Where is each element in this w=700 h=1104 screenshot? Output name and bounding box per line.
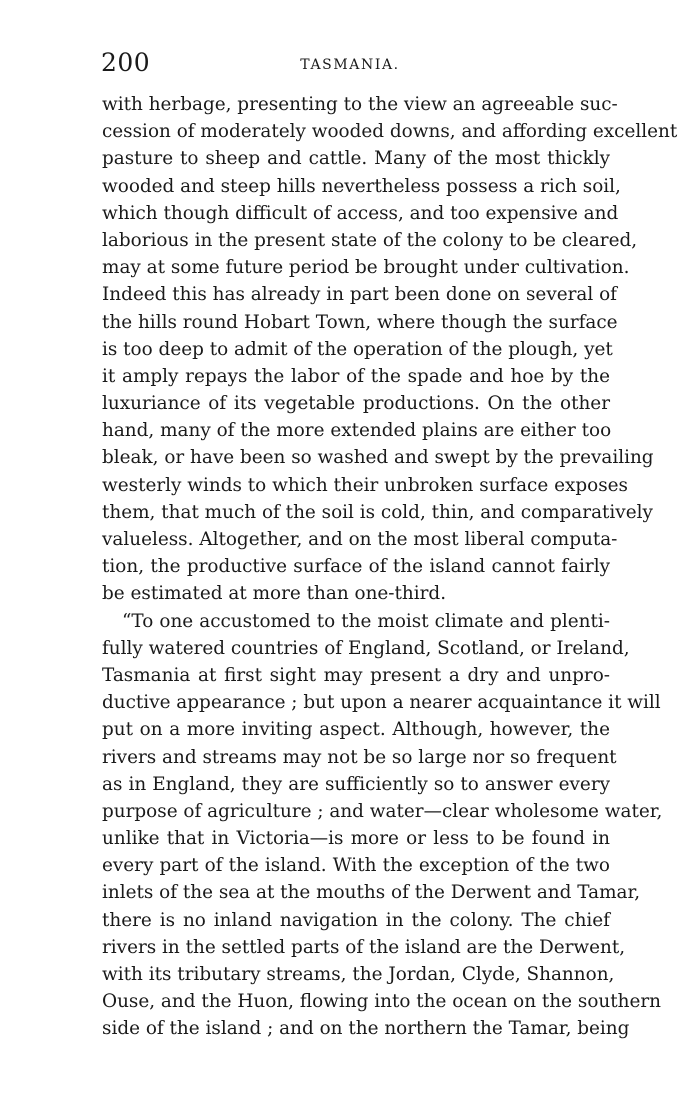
text-line: wooded and steep hills nevertheless possess a rich soil, [102,175,621,197]
text-line: there is no inland navigation in the colony. The chief [102,909,610,931]
text-line: pasture to sheep and cattle. Many of the most thickly [102,148,610,170]
running-head: TASMANIA. [300,57,400,73]
text-line: ductive appearance ; but upon a nearer acquaintance it will [102,692,661,714]
text-line: cession of moderately wooded downs, and affording excellent [102,121,678,143]
text-line: fully watered countries of England, Scotland, or Ireland, [102,637,630,659]
text-line: laborious in the present state of the colony to be cleared, [102,229,638,251]
text-line: put on a more inviting aspect. Although, however, the [102,719,610,741]
text-line: hand, many of the more extended plains are either too [102,420,612,442]
text-line: them, that much of the soil is cold, thin, and comparatively [102,501,653,523]
text-line: it amply repays the labor of the spade and hoe by the [102,365,610,387]
text-line: be estimated at more than one-third. [102,583,447,605]
text-line: Ouse, and the Huon, flowing into the ocean on the southern [102,991,661,1013]
text-line: inlets of the sea at the mouths of the Derwent and Tamar, [102,882,641,904]
text-line: is too deep to admit of the operation of the plough, yet [102,338,613,360]
text-line: rivers and streams may not be so large nor so frequent [102,746,617,768]
text-line: unlike that in Victoria—is more or less to be found in [102,828,610,850]
text-line: every part of the island. With the exception of the two [102,855,610,877]
text-line: rivers in the settled parts of the island are the Derwent, [102,936,626,958]
text-line: Tasmania at first sight may present a dry and unpro- [102,664,610,686]
text-line: the hills round Hobart Town, where though the surface [102,311,618,333]
text-line: which though difficult of access, and too expensive and [102,202,619,224]
text-line: valueless. Altogether, and on the most liberal computa- [102,529,618,550]
text-line: with its tributary streams, the Jordan, Clyde, Shannon, [102,964,615,985]
page-number: 200 [101,48,151,77]
text-line: “To one accustomed to the moist climate and plenti- [122,610,610,632]
text-line: luxuriance of its vegetable productions. On the other [102,393,610,415]
text-line: may at some future period be brought under cultivation. [102,257,630,279]
text-line: as in England, they are sufficiently so to answer every [102,773,610,795]
text-line: purpose of agriculture ; and water—clear wholesome water, [102,800,663,822]
text-line: side of the island ; and on the northern the Tamar, being [102,1018,630,1040]
text-line: bleak, or have been so washed and swept by the prevailing [102,447,654,469]
text-line: Indeed this has already in part been done on several of [102,284,617,306]
text-line: with herbage, presenting to the view an agreeable suc- [102,94,618,115]
body-text [102,91,678,1043]
text-line: westerly winds to which their unbroken surface exposes [102,474,628,496]
text-line: tion, the productive surface of the island cannot fairly [102,556,610,578]
